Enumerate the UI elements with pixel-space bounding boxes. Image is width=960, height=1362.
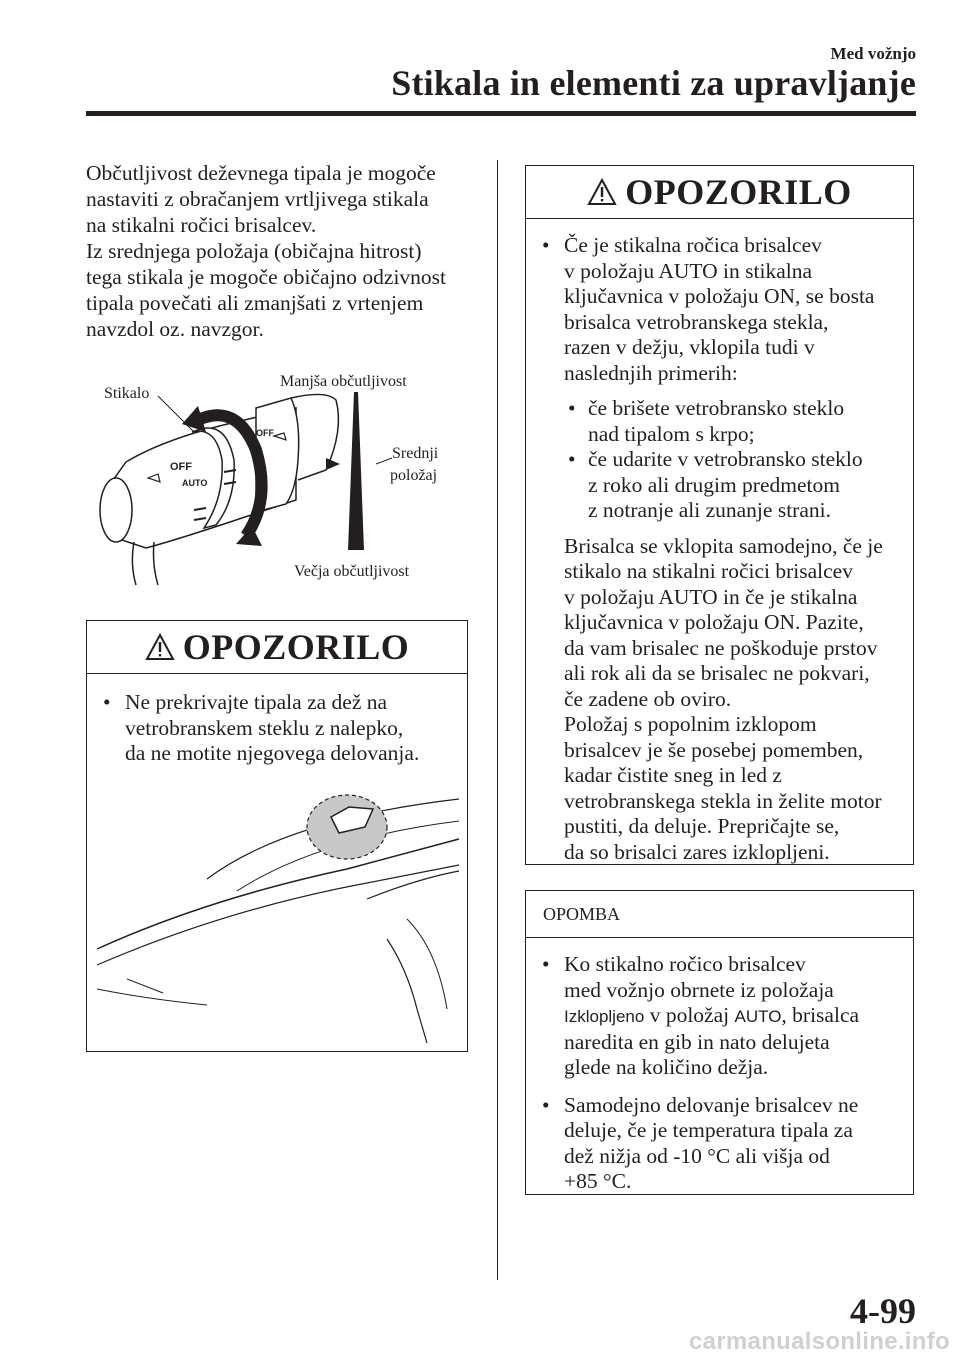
warning-triangle-icon: [587, 178, 617, 206]
item-line: Če je stikalna ročica brisalcev: [564, 233, 822, 257]
item-line: ključavnica v položaju ON, se bosta: [564, 284, 875, 308]
item-line: da ne motite njegovega delovanja.: [125, 741, 420, 765]
item-line: razen v dežju, vklopila tudi v: [564, 335, 815, 359]
intro-line: na stikalni ročici brisalcev.: [86, 213, 317, 237]
warning-box-left: [86, 620, 468, 1052]
item-line: vetrobranskega stekla in želite motor: [564, 788, 882, 813]
item-line: če brišete vetrobransko steklo: [588, 396, 845, 420]
warning-list: [526, 233, 913, 865]
sub-list-item: [564, 396, 913, 447]
item-line: brisalcev je še posebej pomemben,: [564, 737, 864, 762]
item-line: naredita en gib in nato delujeta: [564, 1029, 830, 1054]
item-line: pustiti, da deluje. Prepričajte se,: [564, 814, 840, 838]
item-line: kadar čistite sneg in led z: [564, 763, 782, 787]
wiper-stalk-diagram: [86, 360, 486, 590]
item-line: med vožnjo obrnete iz položaja: [564, 977, 834, 1002]
item-line: če udarite v vetrobransko steklo: [588, 447, 863, 471]
label-switch: Stikalo: [104, 385, 150, 402]
item-line: nad tipalom s krpo;: [588, 421, 755, 446]
section-title: Stikala in elementi za upravljanje: [391, 63, 916, 103]
bullet-icon: •: [542, 952, 550, 976]
item-line: v položaju AUTO in stikalna: [564, 258, 813, 283]
warning-title: OPOZORILO: [182, 627, 410, 667]
section-label: Med vožnjo: [830, 44, 916, 63]
item-line: ali rok ali da se brisalec ne pokvari,: [564, 661, 870, 685]
intro-line: tipala povečati ali zmanjšati z vrtenjem: [86, 291, 424, 315]
position-auto-label: AUTO: [734, 1007, 782, 1026]
header-rule: [86, 111, 916, 116]
intro-line: Iz srednjega položaja (običajna hitrost): [86, 239, 422, 263]
sub-list-item: [564, 447, 913, 524]
label-more-sensitivity: Večja občutljivost: [294, 563, 410, 580]
position-off-label: Izklopljeno: [564, 1007, 645, 1026]
note-box: [525, 890, 914, 1195]
item-line: v položaju AUTO in če je stikalna: [564, 584, 858, 609]
bullet-icon: •: [542, 233, 550, 257]
item-line: da so brisalci zares izklopljeni.: [564, 839, 830, 864]
warning-header: [87, 621, 467, 674]
watermark: carmanualsonline.info: [688, 1328, 950, 1355]
item-line: stikalo na stikalni ročici brisalcev: [564, 559, 853, 583]
item-line: Ko stikalno ročico brisalcev: [564, 952, 806, 976]
sub-list: [564, 396, 913, 524]
item-line: z roko ali drugim predmetom: [588, 472, 840, 497]
bullet-icon: •: [103, 690, 111, 714]
intro-paragraph: [86, 160, 486, 342]
list-item: [87, 690, 467, 767]
intro-line: nastaviti z obračanjem vrtljivega stikala: [86, 187, 429, 211]
item-line: Brisalca se vklopita samodejno, če je: [564, 533, 883, 558]
intro-line: Občutljivost deževnega tipala je mogoče: [86, 161, 436, 185]
ring-off-label: OFF: [256, 428, 274, 438]
item-line: Ne prekrivajte tipala za dež na: [125, 690, 388, 714]
item-line: +85 °C.: [564, 1169, 632, 1193]
note-title: OPOMBA: [526, 891, 913, 938]
column-divider: [497, 160, 498, 1280]
item-text: v položaj: [649, 1003, 730, 1027]
item-line: brisalca vetrobranskega stekla,: [564, 309, 829, 334]
windshield-sensor-illustration: [87, 779, 467, 1049]
warning-header: [526, 166, 913, 219]
page-number: 4-99: [850, 1291, 916, 1331]
knob-auto-label: AUTO: [182, 478, 208, 488]
note-list: [526, 952, 913, 1195]
warning-list: [87, 690, 467, 767]
item-line: naslednjih primerih:: [564, 360, 738, 385]
bullet-icon: •: [568, 447, 576, 471]
item-line: če zadene ob oviro.: [564, 686, 732, 711]
item-line: [564, 1003, 913, 1030]
bullet-icon: •: [568, 396, 576, 420]
list-item: [526, 952, 913, 1081]
label-middle-1: Srednji: [392, 445, 439, 462]
intro-line: tega stikala je mogoče običajno odzivnost: [86, 265, 447, 289]
item-line: glede na količino dežja.: [564, 1055, 769, 1079]
item-line: dež nižja od -10 °C ali višja od: [564, 1143, 830, 1168]
label-less-sensitivity: Manjša občutljivost: [280, 373, 407, 390]
item-line: ključavnica v položaju ON. Pazite,: [564, 610, 864, 634]
intro-line: navzdol oz. navzgor.: [86, 317, 264, 341]
bullet-icon: •: [542, 1092, 550, 1117]
item-line: z notranje ali zunanje strani.: [588, 498, 831, 522]
item-line: deluje, če je temperatura tipala za: [564, 1118, 853, 1142]
item-line: Samodejno delovanje brisalcev ne: [564, 1092, 859, 1117]
knob-off-label: OFF: [170, 461, 192, 473]
warning-title: OPOZORILO: [625, 172, 852, 212]
item-text: , brisalca: [781, 1003, 860, 1027]
warning-triangle-icon: [145, 633, 175, 661]
item-line: Položaj s popolnim izklopom: [564, 712, 817, 736]
label-middle-2: položaj: [390, 467, 438, 484]
item-line: da vam brisalec ne poškoduje prstov: [564, 635, 878, 660]
list-item: [526, 1093, 913, 1195]
warning-box-right: [525, 165, 914, 865]
item-line: vetrobranskem steklu z nalepko,: [125, 715, 404, 740]
list-item: [526, 233, 913, 865]
warning-paragraph: [564, 534, 913, 866]
